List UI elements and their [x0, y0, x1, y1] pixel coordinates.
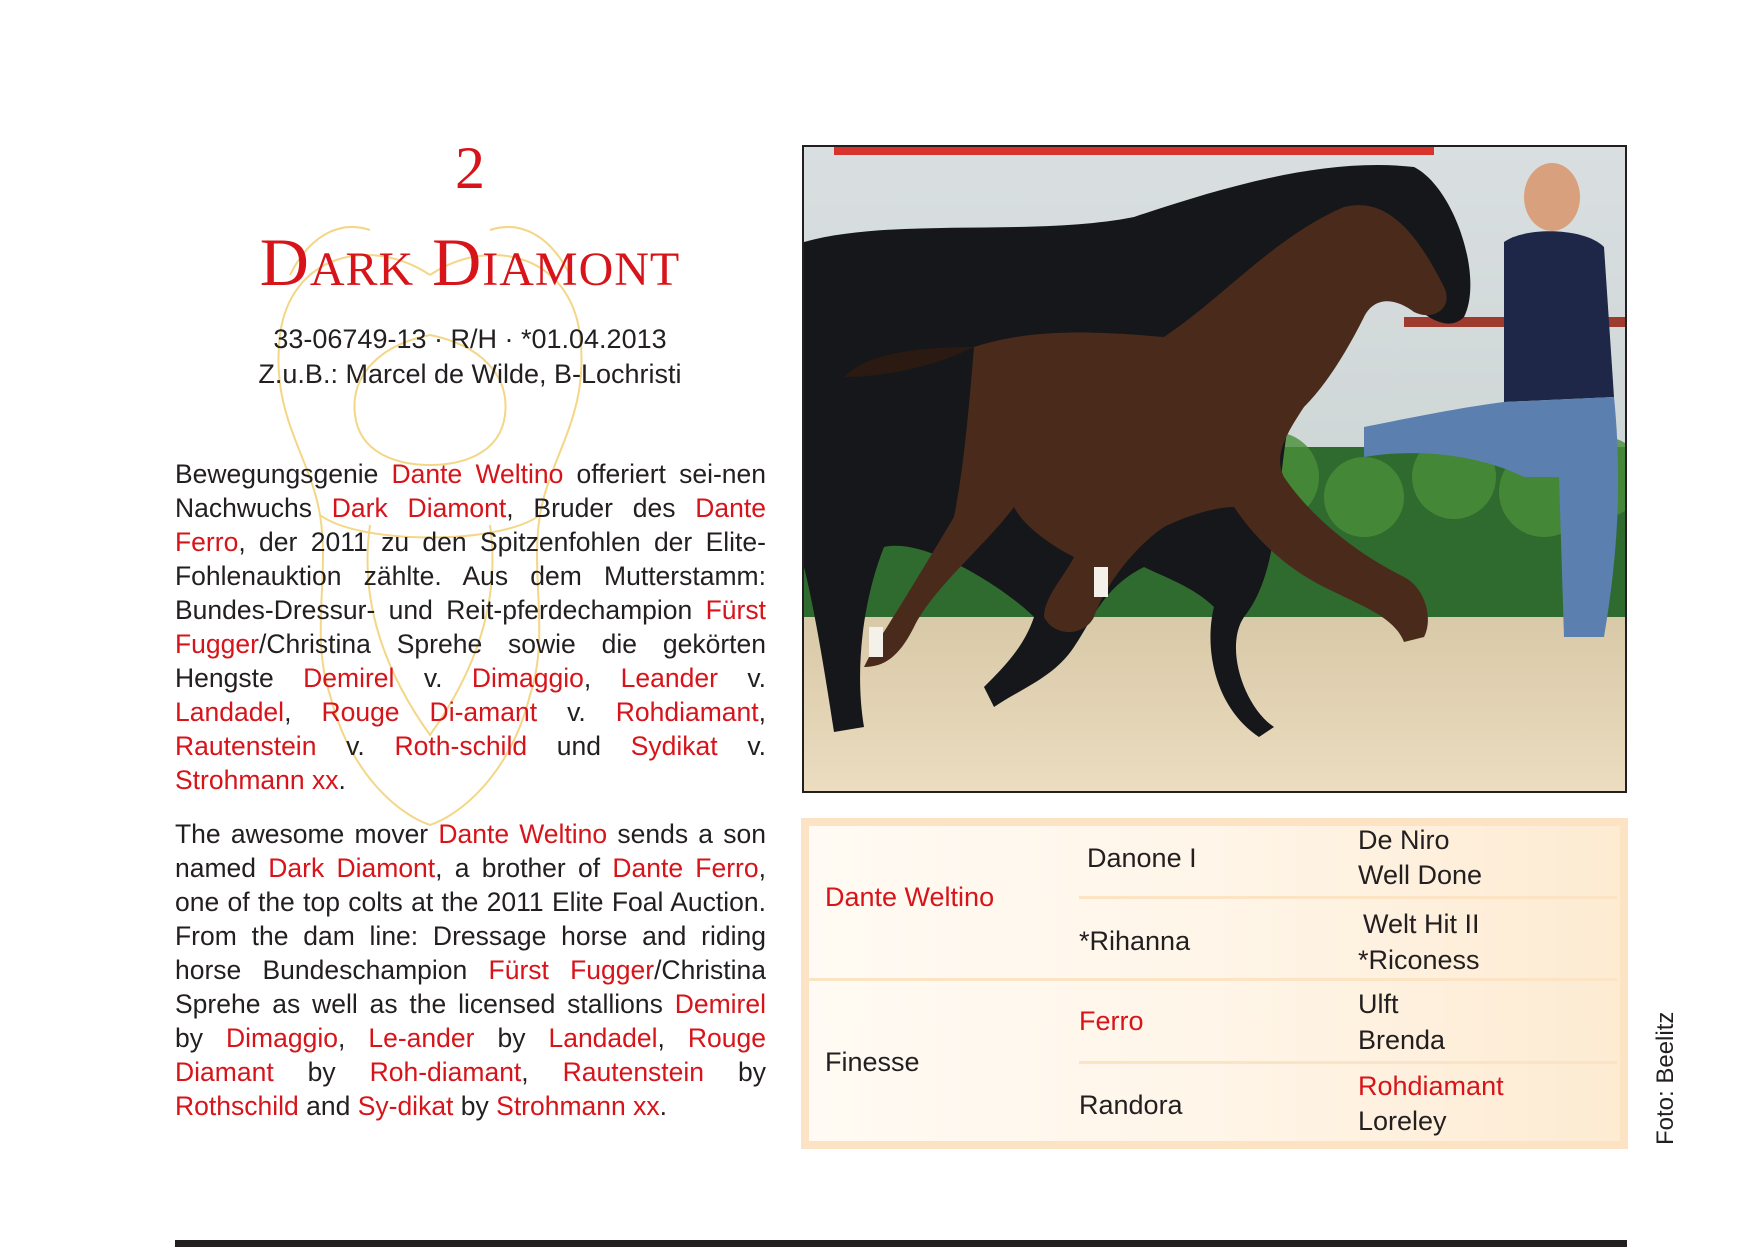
horse-reference: Roth-schild: [394, 731, 528, 761]
pedigree-great-grandsire: Ulft: [1358, 989, 1399, 1019]
pedigree-great-grandsire: Rohdiamant: [1358, 1071, 1504, 1101]
horse-reference: Dimaggio: [226, 1023, 338, 1053]
text-segment: , Bruder des: [506, 493, 696, 523]
description-english: [175, 817, 766, 1123]
pedigree-dam-sire: Ferro: [1079, 1006, 1144, 1036]
pedigree-sire: Dante Weltino: [825, 882, 995, 912]
text-segment: by: [704, 1057, 766, 1087]
pedigree-divider: [1079, 896, 1617, 899]
pedigree-great-granddam: *Riconess: [1358, 945, 1480, 975]
horse-reference: Demirel: [303, 663, 395, 693]
breeder-line: Z.u.B.: Marcel de Wilde, B-Lochristi: [258, 359, 682, 389]
text-segment: and: [298, 1091, 358, 1121]
pedigree-sire-sire: Danone I: [1087, 843, 1197, 873]
text-segment: , der 2011 zu den Spitzenfohlen der Elite-Fohlenauktion zählte. Aus dem Mutterstamm: Bundes-Dressur- und Reit-pferdechampion: [175, 527, 766, 625]
horse-reference: Dante Ferro: [175, 493, 766, 557]
horse-reference: Rouge Di-amant: [321, 697, 538, 727]
foal-and-mare-photo: [804, 147, 1625, 791]
horse-reference: Landadel: [175, 697, 285, 727]
horse-reference: Roh-diamant: [369, 1057, 522, 1087]
text-segment: ,: [657, 1023, 688, 1053]
text-segment: by: [273, 1057, 370, 1087]
pedigree-great-grandsire: De Niro: [1358, 825, 1450, 855]
pedigree-great-grandsire: Welt Hit II: [1363, 909, 1480, 939]
horse-reference: Strohmann xx: [175, 765, 339, 795]
horse-reference: Dark Diamont: [268, 853, 436, 883]
horse-reference: Dante Weltino: [438, 819, 608, 849]
text-segment: v.: [717, 663, 766, 693]
horse-name: Dark Diamont: [259, 224, 681, 300]
text-segment: , a brother of: [435, 853, 613, 883]
horse-reference: Fürst Fugger: [175, 595, 766, 659]
horse-reference: Fürst Fugger: [488, 955, 655, 985]
pedigree-sire-dam: *Rihanna: [1079, 926, 1191, 956]
horse-reference: Strohmann xx: [496, 1091, 660, 1121]
horse-reference: Rothschild: [175, 1091, 299, 1121]
text-segment: .: [338, 765, 346, 795]
text-segment: /Christina Sprehe as well as the licensed stallions: [175, 955, 766, 1019]
horse-reference: Sydikat: [630, 731, 718, 761]
horse-reference: Rautenstein: [175, 731, 317, 761]
text-segment: ,: [521, 1057, 563, 1087]
text-segment: v.: [717, 731, 766, 761]
text-segment: .: [659, 1091, 668, 1121]
text-segment: ,: [758, 697, 767, 727]
horse-reference: Dimaggio: [471, 663, 584, 693]
horse-photo: [802, 145, 1627, 793]
text-segment: , one of the top colts at the 2011 Elite Foal Auction. From the dam line: Dressage horse and riding horse Bundeschampion: [175, 853, 766, 985]
text-segment: by: [453, 1091, 497, 1121]
text-segment: The awesome mover: [175, 819, 439, 849]
horse-reference: Demirel: [674, 989, 766, 1019]
horse-reference: Rohdiamant: [615, 697, 759, 727]
horse-reference: Le-ander: [368, 1023, 475, 1053]
pedigree-divider: [1079, 1061, 1617, 1064]
pedigree-great-granddam: Brenda: [1358, 1025, 1446, 1055]
description-german: [175, 457, 766, 797]
text-segment: ,: [583, 663, 621, 693]
text-segment: /Christina Sprehe sowie die gekörten Hengste: [175, 629, 766, 693]
text-segment: ,: [284, 697, 322, 727]
registration-line: 33-06749-13 · R/H · *01.04.2013: [273, 324, 667, 354]
horse-reference: Dante Ferro: [612, 853, 759, 883]
text-segment: sends a son named: [175, 819, 766, 883]
bottom-rule: [175, 1240, 1627, 1247]
pedigree-table: [801, 818, 1628, 1149]
photo-credit: Foto: Beelitz: [1652, 1011, 1679, 1145]
horse-reference: Dark Diamont: [331, 493, 507, 523]
text-segment: by: [175, 1023, 227, 1053]
horse-meta: [175, 322, 765, 392]
text-segment: und: [527, 731, 631, 761]
horse-reference: Dante Weltino: [391, 459, 564, 489]
text-segment: v.: [537, 697, 616, 727]
pedigree-dam-dam: Randora: [1079, 1090, 1183, 1120]
horse-reference: Rautenstein: [562, 1057, 705, 1087]
text-segment: ,: [337, 1023, 369, 1053]
text-segment: offeriert sei-nen Nachwuchs: [175, 459, 766, 523]
pedigree-great-granddam: Well Done: [1358, 860, 1483, 890]
horse-reference: Leander: [620, 663, 718, 693]
text-segment: by: [474, 1023, 549, 1053]
pedigree-dam: Finesse: [825, 1047, 920, 1077]
lot-number: 2: [455, 135, 485, 201]
pedigree-divider: [809, 978, 1617, 981]
text-segment: v.: [394, 663, 472, 693]
horse-reference: Rouge Diamant: [175, 1023, 767, 1087]
horse-reference: Sy-dikat: [357, 1091, 454, 1121]
pedigree-great-granddam: Loreley: [1358, 1106, 1447, 1136]
text-segment: v.: [316, 731, 395, 761]
text-segment: Bewegungsgenie: [175, 459, 392, 489]
horse-reference: Landadel: [548, 1023, 658, 1053]
